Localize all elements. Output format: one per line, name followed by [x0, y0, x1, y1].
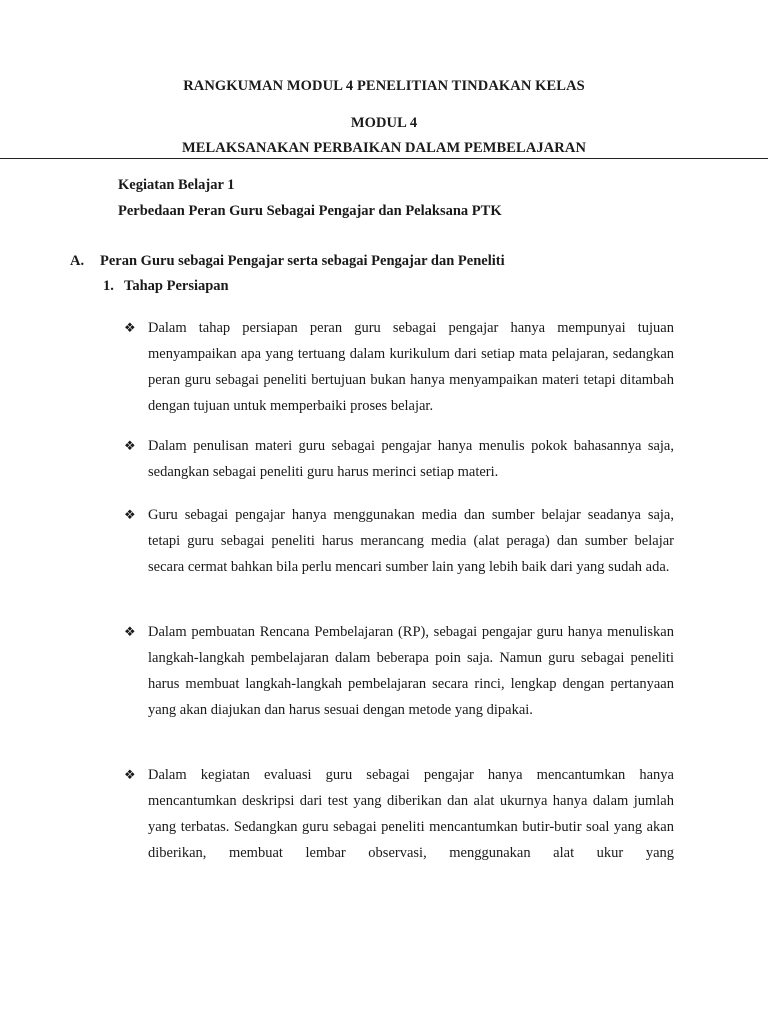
diamond-bullet-icon: ❖ [124, 438, 136, 453]
module-title: MELAKSANAKAN PERBAIKAN DALAM PEMBELAJARAN [181, 140, 587, 156]
list-item-text: Dalam penulisan materi guru sebagai pengajar hanya menulis pokok bahasannya saja, sedangkan sebagai peneliti guru harus merinci setiap materi. [148, 438, 674, 480]
list-item-text: Dalam pembuatan Rencana Pembelajaran (RP), sebagai pengajar guru hanya menuliskan langkah-langkah pembelajaran dalam beberapa poin saja. Namun guru sebagai peneliti harus membuat langkah-langkah pembelajaran secara rinci, lengkap dengan pertanyaan yang akan diajukan dan harus sesuai dengan metode yang dipakai. [148, 624, 674, 718]
subsection-1-heading: Tahap Persiapan [124, 278, 229, 294]
document-title: RANGKUMAN MODUL 4 PENELITIAN TINDAKAN KELAS [183, 78, 585, 94]
list-item [124, 502, 674, 580]
module-number: MODUL 4 [350, 115, 418, 131]
list-item-text: Dalam tahap persiapan peran guru sebagai pengajar hanya mempunyai tujuan menyampaikan apa yang tertuang dalam kurikulum dari setiap mata pelajaran, sedangkan peran guru sebagai peneliti bertujuan bukan hanya menyampaikan materi tetapi ditambah dengan tujuan untuk memperbaiki proses belajar. [148, 320, 674, 414]
section-a-heading: Peran Guru sebagai Pengajar serta sebagai Pengajar dan Peneliti [100, 253, 505, 269]
list-item [124, 619, 674, 723]
diamond-bullet-icon: ❖ [124, 767, 136, 782]
list-item-text: Guru sebagai pengajar hanya menggunakan media dan sumber belajar seadanya saja, tetapi guru sebagai peneliti harus merancang media (alat peraga) dan sumber belajar secara cermat bahkan bila perlu mencari sumber lain yang lebih baik dari yang sudah ada. [148, 507, 674, 575]
diamond-bullet-icon: ❖ [124, 320, 136, 335]
list-item [124, 433, 674, 485]
activity-subtitle: Perbedaan Peran Guru Sebagai Pengajar dan Pelaksana PTK [118, 203, 502, 219]
diamond-bullet-icon: ❖ [124, 624, 136, 639]
list-item [124, 762, 674, 866]
diamond-bullet-icon: ❖ [124, 507, 136, 522]
list-item [124, 315, 674, 419]
subsection-1-marker: 1. [103, 278, 114, 294]
list-item-text: Dalam kegiatan evaluasi guru sebagai pengajar hanya mencantumkan hanya mencantumkan deskripsi dari test yang diberikan dan alat ukurnya hanya dalam jumlah yang terbatas. Sedangkan guru sebagai peneliti mencantumkan butir-butir soal yang akan diberikan, membuat lembar observasi, menggunakan alat ukur yang [148, 767, 674, 861]
section-a-marker: A. [70, 253, 85, 269]
activity-label: Kegiatan Belajar 1 [118, 177, 235, 193]
header-divider [0, 158, 768, 159]
